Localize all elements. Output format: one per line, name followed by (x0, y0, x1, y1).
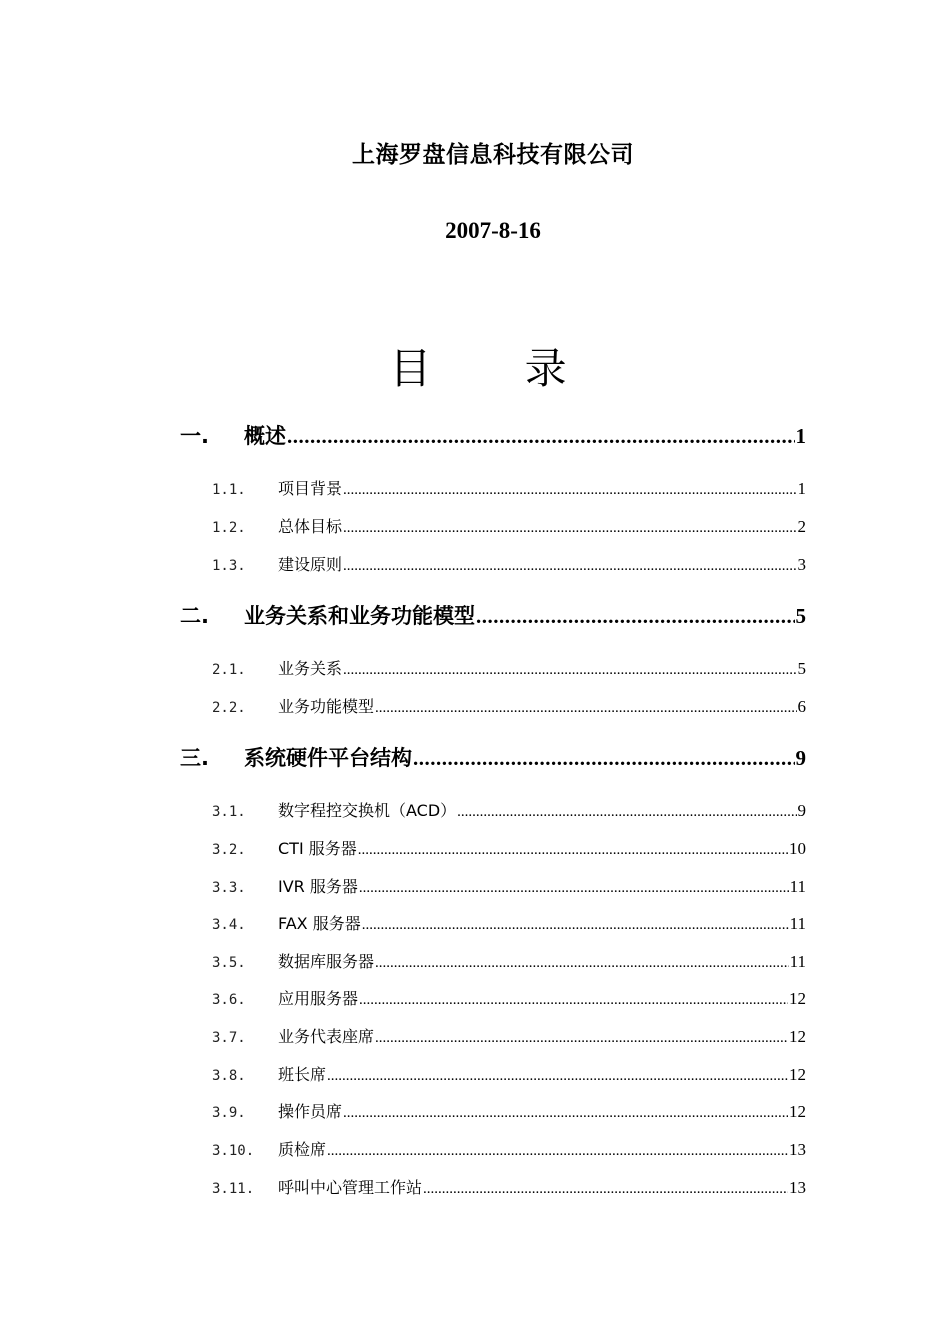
toc-entry-number: 1.2. (212, 520, 246, 536)
toc-entry-number: 3.3. (212, 880, 246, 896)
toc-dot-leader (327, 1068, 788, 1085)
toc-entry-title: 呼叫中心管理工作站 (278, 1178, 423, 1197)
toc-entry-number: 3.6. (212, 992, 246, 1008)
toc-section-entry[interactable] (212, 552, 806, 575)
toc-entry-title: 项目背景 (278, 479, 343, 498)
toc-entry-number: 3.11. (212, 1181, 255, 1197)
toc-dot-leader (457, 804, 796, 821)
toc-entry-title: 业务关系和业务功能模型 (244, 604, 475, 628)
toc-entry-page: 11 (789, 952, 806, 971)
toc-entry-title: IVR 服务器 (278, 877, 358, 896)
toc-entry-page: 10 (789, 839, 806, 858)
toc-chapter-entry[interactable] (180, 742, 806, 772)
toc-entry-title: 总体目标 (278, 517, 343, 536)
toc-dot-leader (359, 992, 788, 1009)
toc-entry-page: 9 (797, 801, 806, 820)
toc-dot-leader (359, 880, 789, 897)
document-date: 2007-8-16 (445, 218, 541, 243)
toc-entry-number: 3.8. (212, 1068, 246, 1084)
toc-entry-title: 质检席 (278, 1140, 327, 1159)
toc-entry-page: 11 (789, 877, 806, 896)
toc-section-entry[interactable] (212, 874, 806, 897)
toc-entry-page: 12 (789, 989, 806, 1008)
toc-entry-title: 业务功能模型 (278, 697, 375, 716)
toc-dot-leader (358, 842, 788, 859)
toc-dot-leader (375, 1030, 788, 1047)
toc-entry-title: 业务代表座席 (278, 1027, 375, 1046)
toc-entry-number: 3.7. (212, 1030, 246, 1046)
toc-entry-title: 应用服务器 (278, 989, 359, 1008)
toc-entry-page: 13 (789, 1140, 806, 1159)
toc-entry-page: 6 (797, 697, 806, 716)
toc-entry-number: 2.2. (212, 700, 246, 716)
toc-section-entry[interactable] (212, 911, 806, 934)
toc-entry-number: 3.9. (212, 1105, 246, 1121)
toc-section-entry[interactable] (212, 514, 806, 537)
toc-dot-leader (375, 700, 796, 717)
toc-section-entry[interactable] (212, 1099, 806, 1122)
toc-entry-number: 3.2. (212, 842, 246, 858)
toc-entry-title: 数字程控交换机（ACD） (278, 801, 457, 820)
toc-entry-page: 2 (797, 517, 806, 536)
toc-dot-leader (343, 482, 796, 499)
toc-section-entry[interactable] (212, 476, 806, 499)
toc-entry-number: 1.3. (212, 558, 246, 574)
toc-entry-title: CTI 服务器 (278, 839, 357, 858)
toc-section-entry[interactable] (212, 1175, 806, 1198)
toc-entry-title: 业务关系 (278, 659, 343, 678)
toc-entry-page: 9 (795, 746, 806, 770)
toc-entry-title: 班长席 (278, 1065, 327, 1084)
toc-dot-leader (343, 1105, 788, 1122)
toc-entry-page: 1 (795, 424, 806, 448)
toc-entry-page: 13 (789, 1178, 806, 1197)
toc-entry-number: 三. (180, 746, 209, 770)
toc-entry-page: 12 (789, 1027, 806, 1046)
toc-entry-page: 12 (789, 1065, 806, 1084)
toc-entry-page: 3 (797, 555, 806, 574)
toc-entry-number: 3.1. (212, 804, 246, 820)
toc-heading: 目 录 (389, 344, 607, 393)
toc-dot-leader (327, 1143, 788, 1160)
toc-entry-number: 一. (180, 424, 209, 448)
toc-entry-title: 数据库服务器 (278, 952, 375, 971)
toc-chapter-entry[interactable] (180, 600, 806, 630)
toc-entry-title: 建设原则 (278, 555, 343, 574)
toc-chapter-entry[interactable] (180, 420, 806, 450)
toc-entry-title: 操作员席 (278, 1102, 343, 1121)
toc-dot-leader (413, 746, 795, 771)
toc-entry-number: 二. (180, 604, 209, 628)
toc-entry-title: 系统硬件平台结构 (244, 746, 412, 770)
toc-dot-leader (343, 662, 796, 679)
toc-entry-number: 3.5. (212, 955, 246, 971)
toc-entry-number: 2.1. (212, 662, 246, 678)
company-name: 上海罗盘信息科技有限公司 (352, 141, 634, 168)
toc-entry-page: 1 (797, 479, 806, 498)
toc-section-entry[interactable] (212, 798, 806, 821)
toc-section-entry[interactable] (212, 949, 806, 972)
toc-dot-leader (362, 917, 789, 934)
toc-dot-leader (343, 520, 796, 537)
toc-entry-number: 1.1. (212, 482, 246, 498)
toc-entry-number: 3.10. (212, 1143, 255, 1159)
toc-section-entry[interactable] (212, 1062, 806, 1085)
toc-dot-leader (375, 955, 789, 972)
toc-section-entry[interactable] (212, 1024, 806, 1047)
toc-section-entry[interactable] (212, 986, 806, 1009)
toc-dot-leader (476, 604, 795, 629)
toc-entry-page: 5 (797, 659, 806, 678)
toc-entry-title: 概述 (244, 424, 286, 448)
toc-section-entry[interactable] (212, 836, 806, 859)
toc-dot-leader (423, 1181, 788, 1198)
toc-entry-page: 12 (789, 1102, 806, 1121)
toc-section-entry[interactable] (212, 656, 806, 679)
toc-entry-number: 3.4. (212, 917, 246, 933)
toc-entry-page: 11 (789, 914, 806, 933)
toc-entry-page: 5 (795, 604, 806, 628)
toc-dot-leader (343, 558, 796, 575)
toc-section-entry[interactable] (212, 1137, 806, 1160)
toc-entry-title: FAX 服务器 (278, 914, 361, 933)
toc-dot-leader (287, 424, 795, 449)
toc-section-entry[interactable] (212, 694, 806, 717)
